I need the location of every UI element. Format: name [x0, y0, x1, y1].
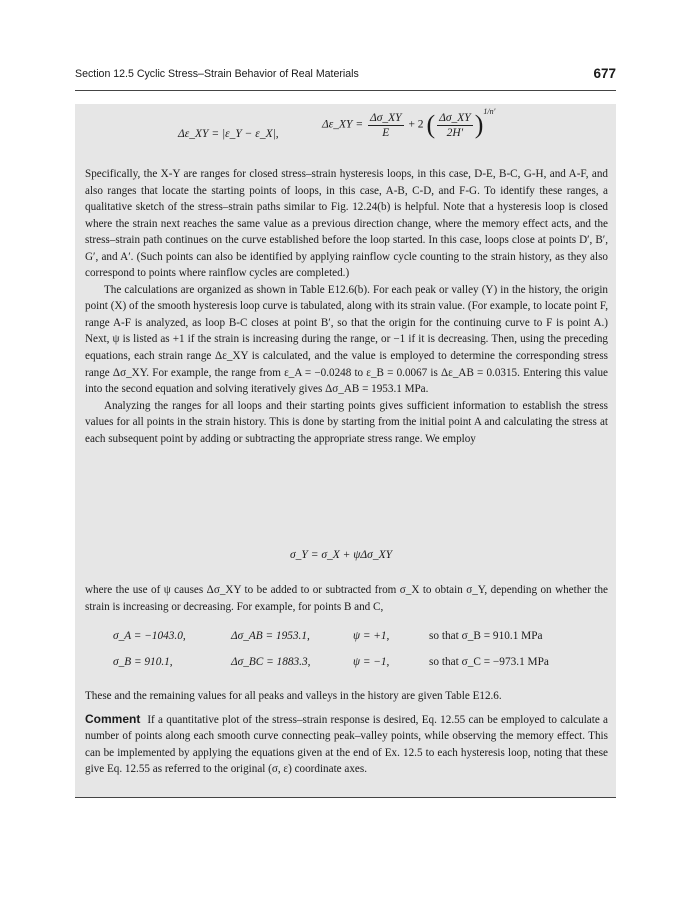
page-number: 677 — [593, 66, 616, 81]
comment-label: Comment — [85, 711, 141, 726]
equation-strain-stress: Δε_XY = $\frac{\Delta\sigma\_XY}{E}$ + 2 ( $\frac{\Delta\sigma\_XY}{2H'}$ )$^{1/n'}$ — [322, 106, 496, 139]
body-text-middle — [85, 582, 608, 615]
equation-strain-range — [178, 128, 279, 140]
eq-strain-abs: Δε_XY = |ε_Y − ε_X|, — [178, 128, 279, 140]
body-text-bottom — [85, 688, 608, 778]
paragraph-1: Specifically, the X-Y are ranges for closed stress–strain hysteresis loops, in this case, D-E, B-C, G-H, and A-F, and also ranges that locate the starting points of loops, in this case, A-B, C-D, and F-G. To identify these ranges, a qualitative sketch of the stress–strain paths similar to Fig. 12.24(b) is helpful. Note that a hysteresis loop is closed where the strain next reaches the same value as a previous direction change, where the memory effect acts, and the stress–strain path continues on the curve established before the loop started. In this case, loops close at points D′, B′, G′, and A′. (Such points can also be identified by applying rainflow cycle counting to the strain history, as they also correspond to points where rainflow cycles are completed.) — [85, 168, 608, 280]
comment-paragraph — [85, 711, 608, 778]
paragraph-5: These and the remaining values for all peaks and valleys in the history are given Table E12.6. — [85, 690, 502, 702]
eq-fraction-2: $\frac{\Delta\sigma\_XY}{2H'}$ — [439, 111, 471, 139]
paragraph-3: Analyzing the ranges for all loops and their starting points gives sufficient information to establish the stress values for all points in the strain history. This is done by starting from the initial point A and calculating the stress at each subsequent point by adding or subtracting the appropriate stress range. We employ — [85, 399, 608, 445]
header-rule — [75, 90, 616, 91]
eq-exponent: 1/n′ — [483, 106, 496, 116]
paragraph-2: The calculations are organized as shown in Table E12.6(b). For each peak or valley (Y) in the history, the origin point (X) of the smooth hysteresis loop curve is tabulated, along with its strain value. (For example, to locate point F, range A-F is analyzed, as loop B-C closes at point B′, so that the origin for the continuing curve to F is point A.) Next, ψ is listed as +1 if the strain is increasing during the range, or −1 if it is decreasing. Then, using the preceding equations, each strain range Δε_XY is calculated, and the value is employed to determine the corresponding stress range Δσ_XY. For example, the range from ε_A = −0.0248 to ε_B = 0.0067 is Δε_AB = 0.0315. Entering this value into the second equation and solving iteratively gives Δσ_AB = 1953.1 MPa. — [85, 283, 608, 396]
eq-strain-lhs: Δε_XY = — [322, 118, 364, 131]
section-title: Section 12.5 Cyclic Stress–Strain Behavior of Real Materials — [75, 68, 359, 80]
eq-fraction-1: $\frac{\Delta\sigma\_XY}{E}$ — [369, 111, 402, 139]
box-bottom-rule — [75, 797, 616, 798]
paragraph-4: where the use of ψ causes Δσ_XY to be added to or subtracted from σ_X to obtain σ_Y, depending on whether the strain is increasing or decreasing. For example, for points B and C, — [85, 584, 608, 613]
equation-stress: σ_Y = σ_X + ψΔσ_XY — [290, 549, 393, 561]
comment-text: If a quantitative plot of the stress–strain response is desired, Eq. 12.55 can be employed to calculate a number of points along each smooth curve connecting peak–valley points, while observing the memory effect. This can be implemented by applying the equations given at the end of Ex. 12.5 to each hysteresis loop, noting that these give Eq. 12.55 as referred to the original (σ, ε) coordinate axes. — [85, 713, 608, 776]
running-header — [75, 66, 616, 86]
eq-plus2: + 2 — [408, 118, 424, 131]
body-text-top — [85, 166, 608, 447]
